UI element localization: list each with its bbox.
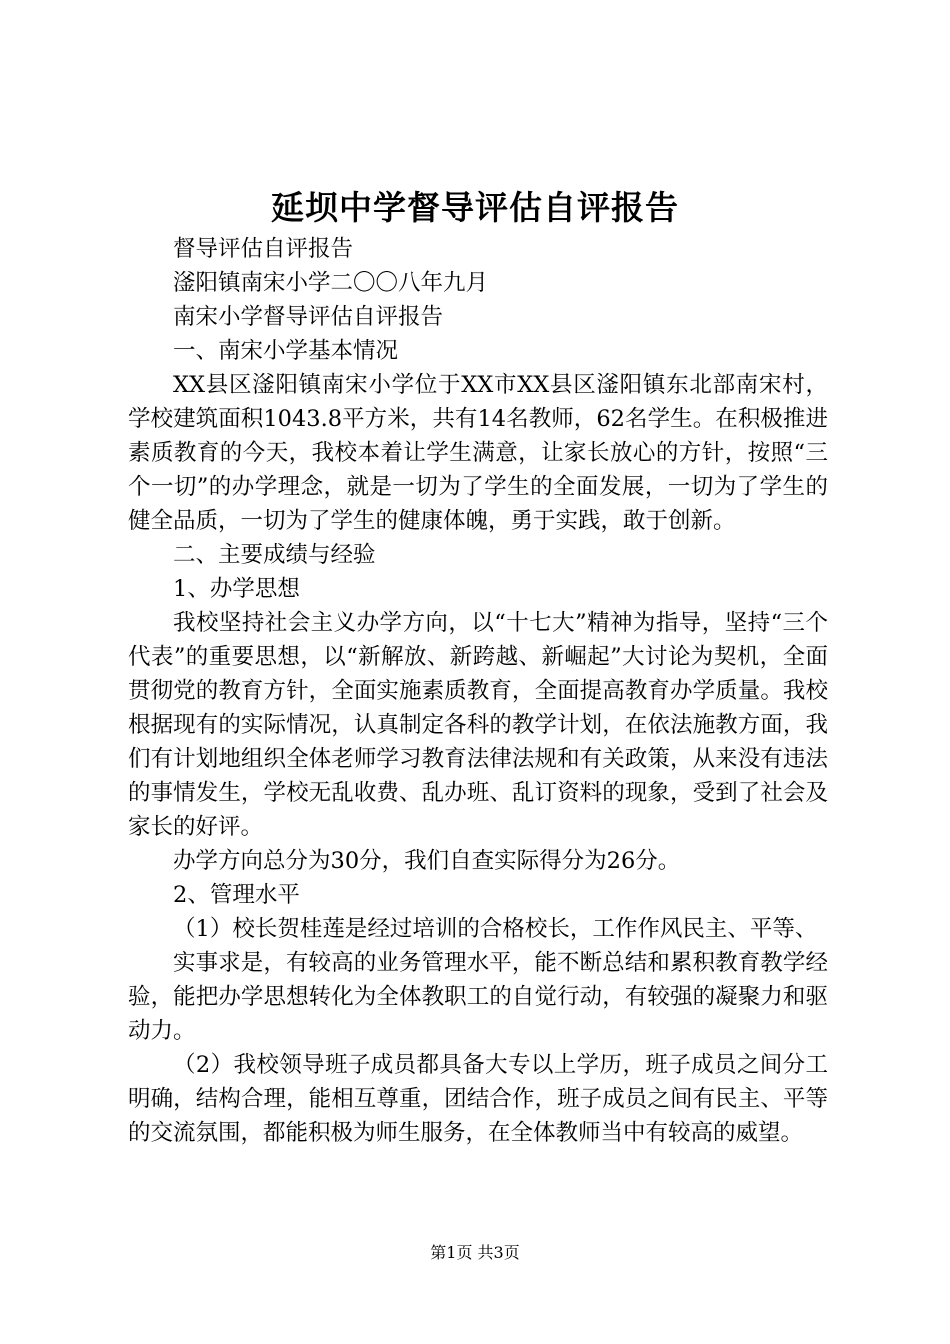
paragraph-basic-info: XX县区滏阳镇南宋小学位于XX市XX县区滏阳镇东北部南宋村，学校建筑面积1043.8平方米，共有14名教师，62名学生。在积极推进素质教育的今天，我校本着让学生满意，让家长放心的方针，按照“三个一切”的办学理念，就是一切为了学生的全面发展，一切为了学生的健全品质，一切为了学生的健康体魄，勇于实践，敢于创新。: [128, 372, 828, 534]
section-heading-basic-info: 一、南宋小学基本情况: [173, 338, 399, 364]
paragraph-leadership-team: （2）我校领导班子成员都具备大专以上学历，班子成员之间分工明确，结构合理，能相互尊重，团结合作，班子成员之间有民主、平等的交流氛围，都能积极为师生服务，在全体教师当中有较高的威望。: [128, 1052, 828, 1146]
paragraph-principal-continued: 实事求是，有较高的业务管理水平，能不断总结和累积教育教学经验，能把办学思想转化为全体教职工的自觉行动，有较强的凝聚力和驱动力。: [128, 950, 828, 1044]
subheading-management-level: 2、管理水平: [173, 882, 300, 908]
document-body: [128, 232, 828, 1150]
paragraph-report-name: 南宋小学督导评估自评报告: [173, 304, 444, 330]
section-heading-achievements: 二、主要成绩与经验: [173, 542, 376, 568]
paragraph-school-philosophy: 我校坚持社会主义办学方向，以“十七大”精神为指导，坚持“三个代表”的重要思想，以“新解放、新跨越、新崛起”大讨论为契机，全面贯彻党的教育方针，全面实施素质教育，全面提高教育办学质量。我校根据现有的实际情况，认真制定各科的教学计划，在依法施教方面，我们有计划地组织全体老师学习教育法律法规和有关政策，从来没有违法的事情发生，学校无乱收费、乱办班、乱订资料的现象，受到了社会及家长的好评。: [128, 610, 828, 840]
document-title: 延坝中学督导评估自评报告: [271, 188, 679, 227]
paragraph-author-date: 滏阳镇南宋小学二〇〇八年九月: [173, 270, 489, 296]
subheading-school-philosophy: 1、办学思想: [173, 576, 300, 602]
paragraph-subtitle: 督导评估自评报告: [173, 236, 354, 262]
paragraph-principal: （1）校长贺桂莲是经过培训的合格校长，工作作风民主、平等、: [173, 916, 818, 942]
page-footer: 第1页 共3页: [430, 1243, 520, 1262]
paragraph-score: 办学方向总分为30分，我们自查实际得分为26分。: [173, 848, 681, 874]
